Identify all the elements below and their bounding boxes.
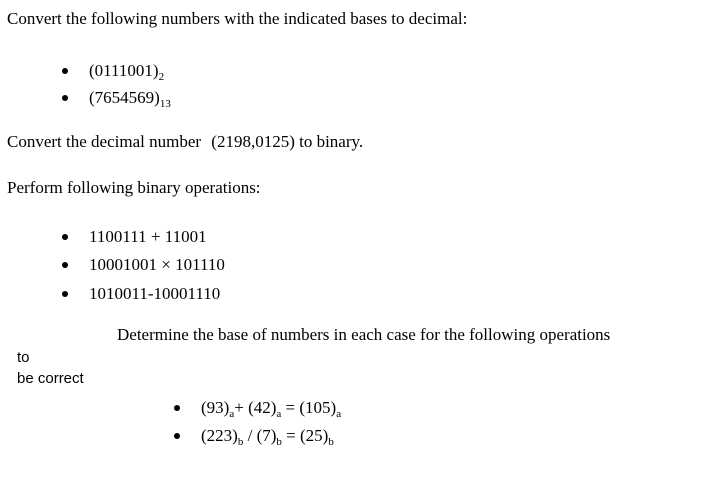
q3-op-3-text: 1010011-10001110 xyxy=(89,284,221,303)
eq2-term-b-base: b xyxy=(276,436,282,448)
eq1-term-c-base: a xyxy=(336,408,342,420)
q4-prompt-text: Determine the base of numbers in each case for the following operations xyxy=(117,325,611,344)
q4-equation-2 xyxy=(201,426,334,448)
q2-line xyxy=(7,132,363,152)
q3-op-3 xyxy=(89,284,220,304)
q1-item-2-base: 13 xyxy=(159,98,171,110)
q4-continuation-1 xyxy=(17,348,30,368)
eq2-term-a: (223) xyxy=(201,426,238,445)
bullet-icon xyxy=(62,95,68,101)
eq1-term-c: (105) xyxy=(299,398,337,417)
eq1-term-b-base: a xyxy=(276,408,282,420)
q2-text-a: Convert the decimal number xyxy=(7,132,202,151)
q3-op-1-text: 1100111 + 11001 xyxy=(89,227,207,246)
bullet-icon xyxy=(62,291,68,297)
q3-prompt xyxy=(7,178,261,198)
bullet-icon xyxy=(174,433,180,439)
eq2-op-1: / xyxy=(243,426,257,445)
q3-prompt-text: Perform following binary operations: xyxy=(7,178,261,197)
bullet-icon xyxy=(62,262,68,268)
q1-item-1-base: 2 xyxy=(158,71,165,83)
q3-op-1 xyxy=(89,227,207,247)
eq1-op-1: + xyxy=(234,398,249,417)
q3-op-2 xyxy=(89,255,225,275)
eq2-term-c-base: b xyxy=(328,436,334,448)
q2-text-b: to binary. xyxy=(299,132,364,151)
q4-cont-2-text: be correct xyxy=(17,370,84,387)
eq2-op-2: = xyxy=(281,426,300,445)
eq1-term-a-base: a xyxy=(229,408,235,420)
q1-item-1-number: (0111001) xyxy=(89,61,159,80)
q1-prompt xyxy=(7,9,467,29)
q4-cont-1-text: to xyxy=(17,349,30,366)
eq2-term-b: (7) xyxy=(256,426,277,445)
q1-prompt-text: Convert the following numbers with the indicated bases to decimal: xyxy=(7,9,468,28)
bullet-icon xyxy=(62,68,68,74)
q4-equation-1 xyxy=(201,398,341,420)
q1-item-1 xyxy=(89,61,164,83)
eq2-term-a-base: b xyxy=(237,436,244,448)
q1-item-2 xyxy=(89,88,171,110)
eq1-term-a: (93) xyxy=(201,398,230,417)
bullet-icon xyxy=(62,234,68,240)
q3-op-2-text: 10001001 × 101110 xyxy=(89,255,225,274)
eq1-term-b: (42) xyxy=(248,398,277,417)
q1-item-2-number: (7654569) xyxy=(89,88,160,107)
bullet-icon xyxy=(174,405,180,411)
q4-prompt xyxy=(117,325,610,345)
q4-continuation-2 xyxy=(17,369,84,389)
q2-value: (2198,0125) xyxy=(211,132,295,151)
eq1-op-2: = xyxy=(281,398,300,417)
eq2-term-c: (25) xyxy=(299,426,329,445)
